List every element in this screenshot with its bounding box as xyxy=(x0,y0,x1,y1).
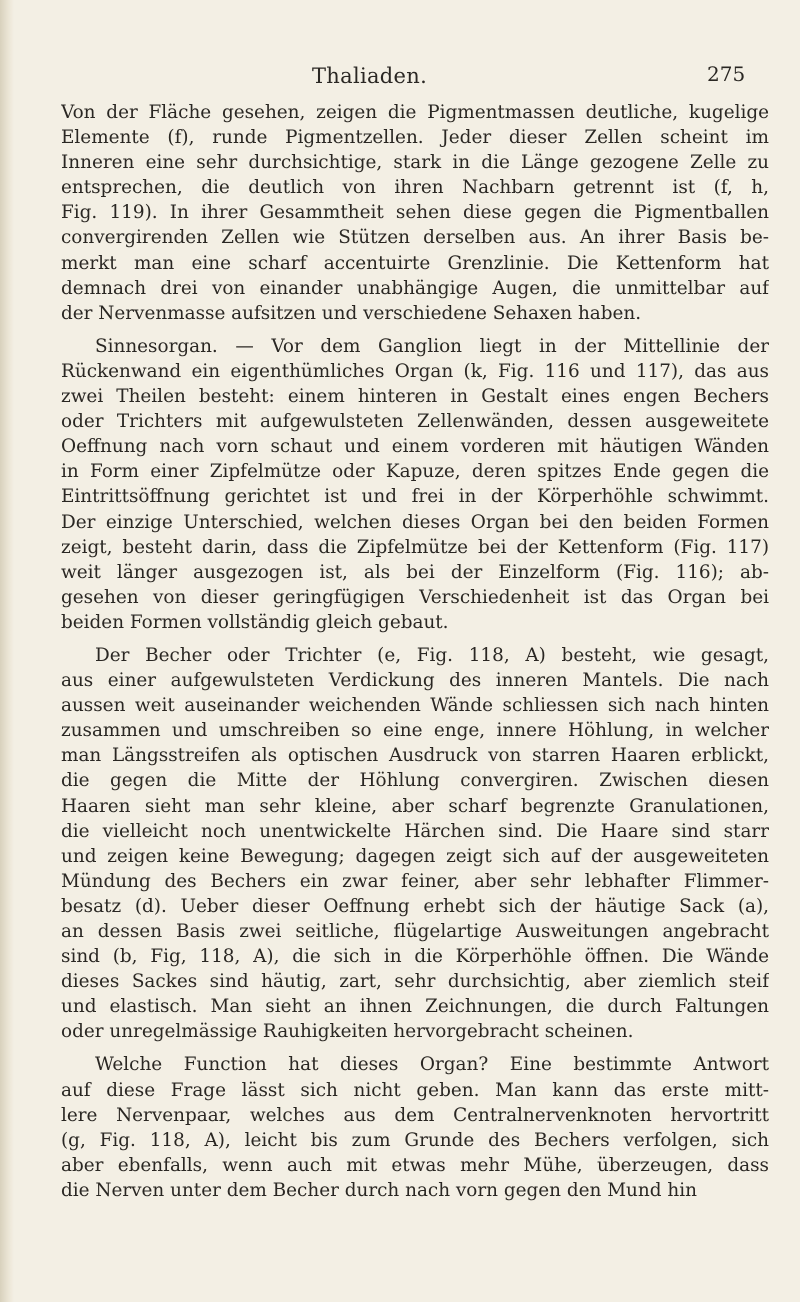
running-head: Thaliaden. xyxy=(312,64,428,88)
paragraph xyxy=(61,334,769,635)
text-line: Elemente (f), runde Pigmentzellen. Jeder dieser Zellen scheint im xyxy=(61,127,769,149)
text-line: lere Nervenpaar, welches aus dem Centralnervenknoten hervortritt xyxy=(61,1104,769,1126)
text-line: (g, Fig. 118, A), leicht bis zum Grunde des Bechers verfolgen, sich xyxy=(61,1129,769,1151)
text-line: zeigt, besteht darin, dass die Zipfelmütze bei der Kettenform (Fig. 117) xyxy=(61,536,769,558)
text-line: entsprechen, die deutlich von ihren Nachbarn getrennt ist (f, h, xyxy=(61,177,769,199)
text-line: und zeigen keine Bewegung; dagegen zeigt sich auf der ausgeweiteten xyxy=(61,845,769,867)
text-line: Haaren sieht man sehr kleine, aber scharf begrenzte Granulationen, xyxy=(61,795,769,817)
text-line: an dessen Basis zwei seitliche, flügelartige Ausweitungen angebracht xyxy=(61,921,769,942)
text-line: Oeffnung nach vorn schaut und einem vorderen mit häutigen Wänden xyxy=(61,436,769,458)
text-line: besatz (d). Ueber dieser Oeffnung erhebt sich der häutige Sack (a), xyxy=(61,895,769,917)
text-line: Sinnesorgan. — Vor dem Ganglion liegt in der Mittellinie der xyxy=(95,335,769,357)
text-line: Inneren eine sehr durchsichtige, stark in die Länge gezogene Zelle zu xyxy=(61,152,769,174)
text-line: beiden Formen vollständig gleich gebaut. xyxy=(61,611,449,633)
text-line: man Längsstreifen als optischen Ausdruck von starren Haaren erblickt, xyxy=(61,745,769,767)
text-line: der Nervenmasse aufsitzen und verschiedene Sehaxen haben. xyxy=(61,302,642,324)
text-line: Mündung des Bechers ein zwar feiner, aber sehr lebhafter Flimmer- xyxy=(61,870,769,892)
text-line: Von der Fläche gesehen, zeigen die Pigmentmassen deutliche, kugelige xyxy=(61,102,769,123)
text-line: aussen weit auseinander weichenden Wände schliessen sich nach hinten xyxy=(61,695,769,717)
paragraph-gap xyxy=(61,1044,769,1052)
paragraph xyxy=(61,100,769,326)
text-line: Welche Function hat dieses Organ? Eine bestimmte Antwort xyxy=(95,1054,769,1076)
text-line: die Nerven unter dem Becher durch nach vorn gegen den Mund hin xyxy=(61,1179,697,1201)
page-header xyxy=(0,60,800,100)
text-line: Fig. 119). In ihrer Gesammtheit sehen diese gegen die Pigmentballen xyxy=(61,202,769,224)
text-line: aus einer aufgewulsteten Verdickung des inneren Mantels. Die nach xyxy=(61,670,769,692)
text-line: convergirenden Zellen wie Stützen derselben aus. An ihrer Basis be- xyxy=(61,227,769,249)
text-line: gesehen von dieser geringfügigen Verschiedenheit ist das Organ bei xyxy=(61,586,769,608)
text-line: auf diese Frage lässt sich nicht geben. Man kann das erste mitt- xyxy=(61,1079,769,1101)
text-line: die gegen die Mitte der Höhlung convergiren. Zwischen diesen xyxy=(61,770,769,792)
text-line: oder unregelmässige Rauhigkeiten hervorgebracht scheinen. xyxy=(61,1021,634,1043)
text-line: weit länger ausgezogen ist, als bei der Einzelform (Fig. 116); ab- xyxy=(61,561,769,583)
paragraph xyxy=(61,643,769,1045)
text-line: Eintrittsöffnung gerichtet ist und frei in der Körperhöhle schwimmt. xyxy=(61,486,769,508)
text-line: aber ebenfalls, wenn auch mit etwas mehr Mühe, überzeugen, dass xyxy=(61,1154,769,1176)
text-line: dieses Sackes sind häutig, zart, sehr durchsichtig, aber ziemlich steif xyxy=(61,971,769,993)
text-line: zusammen und umschreiben so eine enge, innere Höhlung, in welcher xyxy=(61,720,769,742)
page-number: 275 xyxy=(707,62,746,86)
text-line: und elastisch. Man sieht an ihnen Zeichnungen, die durch Faltungen xyxy=(61,996,769,1018)
text-line: merkt man eine scharf accentuirte Grenzlinie. Die Kettenform hat xyxy=(61,252,769,274)
text-line: die vielleicht noch unentwickelte Härchen sind. Die Haare sind starr xyxy=(61,820,769,842)
text-line: sind (b, Fig, 118, A), die sich in die Körperhöhle öffnen. Die Wände xyxy=(61,946,769,968)
text-line: Rückenwand ein eigenthümliches Organ (k, Fig. 116 und 117), das aus xyxy=(61,360,769,382)
text-line: Der einzige Unterschied, welchen dieses Organ bei den beiden Formen xyxy=(61,511,769,533)
body-text xyxy=(61,100,769,1203)
paragraph-gap xyxy=(61,326,769,334)
text-line: in Form einer Zipfelmütze oder Kapuze, deren spitzes Ende gegen die xyxy=(61,461,769,483)
paragraph-gap xyxy=(61,635,769,643)
paragraph xyxy=(61,1052,769,1203)
page-edge-shadow xyxy=(0,0,14,1302)
text-line: zwei Theilen besteht: einem hinteren in Gestalt eines engen Bechers xyxy=(61,386,769,408)
text-line: Der Becher oder Trichter (e, Fig. 118, A) besteht, wie gesagt, xyxy=(95,644,769,666)
text-line: oder Trichters mit aufgewulsteten Zellenwänden, dessen ausgeweitete xyxy=(61,411,769,433)
text-line: demnach drei von einander unabhängige Augen, die unmittelbar auf xyxy=(61,277,769,299)
